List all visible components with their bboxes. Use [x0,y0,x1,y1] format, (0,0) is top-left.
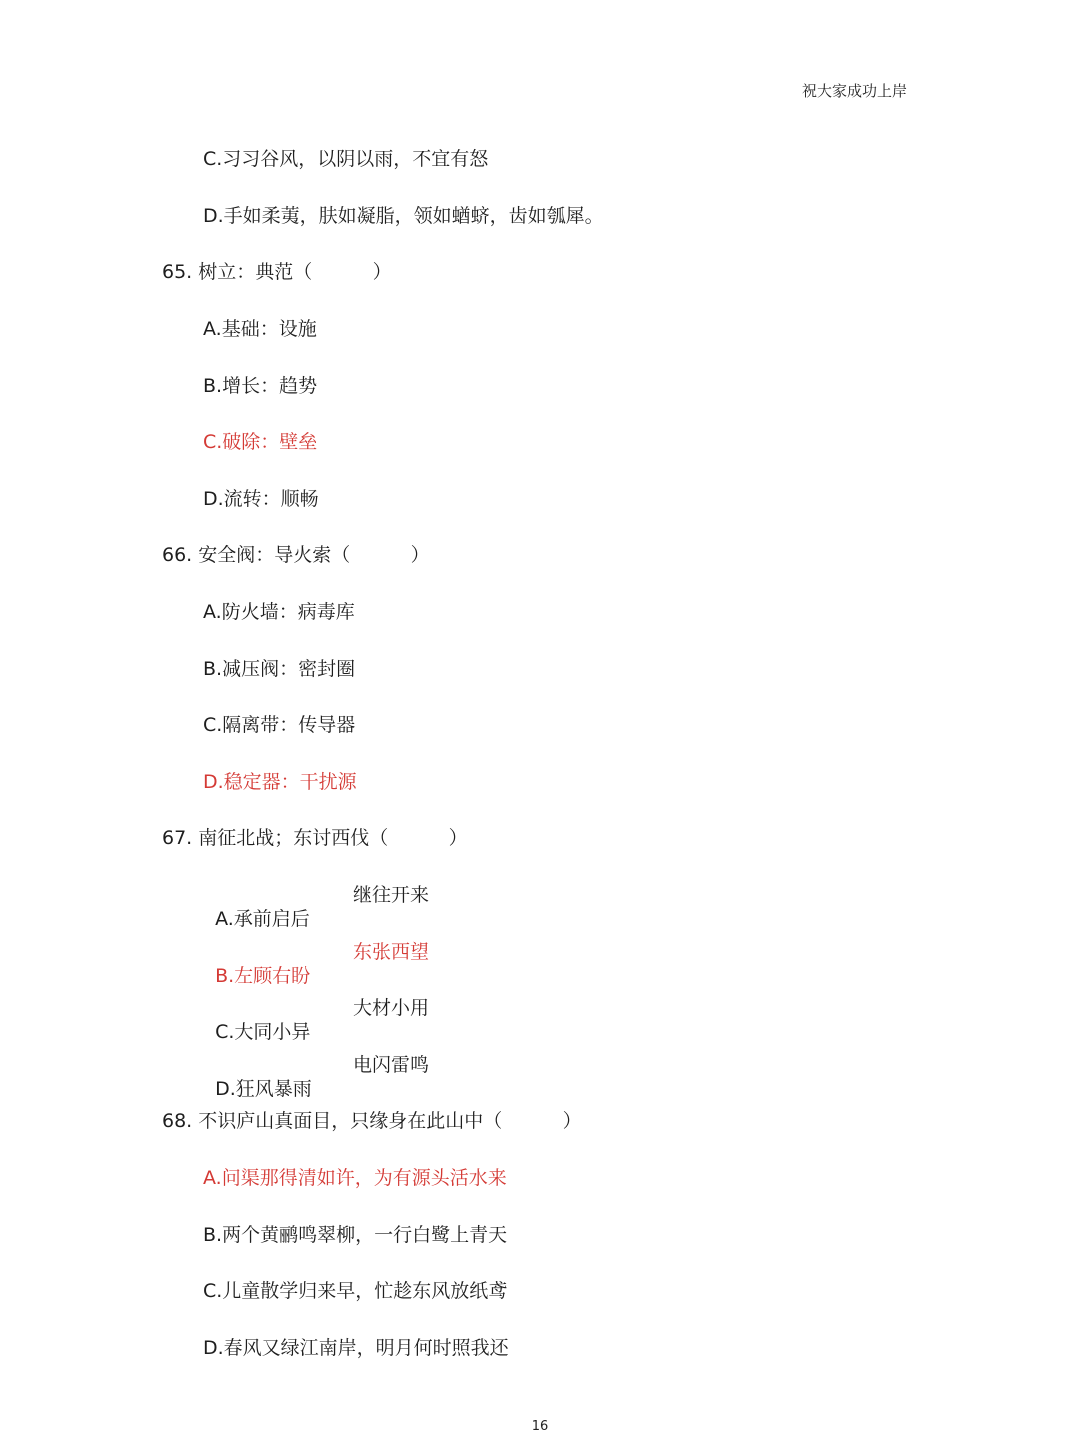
q67-option-a-right: 继往开来 [353,884,430,906]
q67-option-a [203,883,430,930]
q67-option-d-left: D.狂风暴雨 [215,1078,312,1100]
q66-option-d-answer: D.稳定器：干扰源 [203,771,357,793]
header-slogan: 祝大家成功上岸 [802,82,908,100]
q64-option-c: C.习习谷风，以阴以雨，不宜有怒 [203,148,489,170]
q67-option-b-left: B.左顾右盼 [215,965,311,987]
q67-option-c-left: C.大同小异 [215,1021,311,1043]
q68-option-c: C.儿童散学归来早，忙趁东风放纸鸢 [203,1280,508,1302]
q65-option-d: D.流转：顺畅 [203,488,319,510]
q67-option-c-right: 大材小用 [353,997,430,1019]
q66-option-a: A.防火墙：病毒库 [203,601,355,623]
q67-option-b-answer [203,940,430,987]
q67-option-b-right: 东张西望 [353,941,430,963]
q68-stem: 68. 不识庐山真面目，只缘身在此山中（ ） [162,1110,582,1132]
q66-stem: 66. 安全阀：导火索（ ） [162,544,430,566]
q65-stem: 65. 树立：典范（ ） [162,261,392,283]
q64-option-d: D.手如柔荑，肤如凝脂，领如蝤蛴，齿如瓠犀。 [203,205,604,227]
q65-option-a: A.基础：设施 [203,318,317,340]
q68-option-b: B.两个黄鹂鸣翠柳，一行白鹭上青天 [203,1224,508,1246]
q67-option-d [203,1053,430,1100]
q67-option-d-right: 电闪雷鸣 [353,1054,430,1076]
page-number: 16 [531,1419,549,1434]
q65-option-b: B.增长：趋势 [203,375,318,397]
q66-option-b: B.减压阀：密封圈 [203,658,356,680]
q67-stem: 67. 南征北战；东讨西伐（ ） [162,827,468,849]
q66-option-c: C.隔离带：传导器 [203,714,356,736]
q68-option-d: D.春风又绿江南岸，明月何时照我还 [203,1337,509,1359]
q67-option-c [203,996,430,1043]
q65-option-c-answer: C.破除：壁垒 [203,431,318,453]
q67-option-a-left: A.承前启后 [215,908,310,930]
q68-option-a-answer: A.问渠那得清如许，为有源头活水来 [203,1167,507,1189]
